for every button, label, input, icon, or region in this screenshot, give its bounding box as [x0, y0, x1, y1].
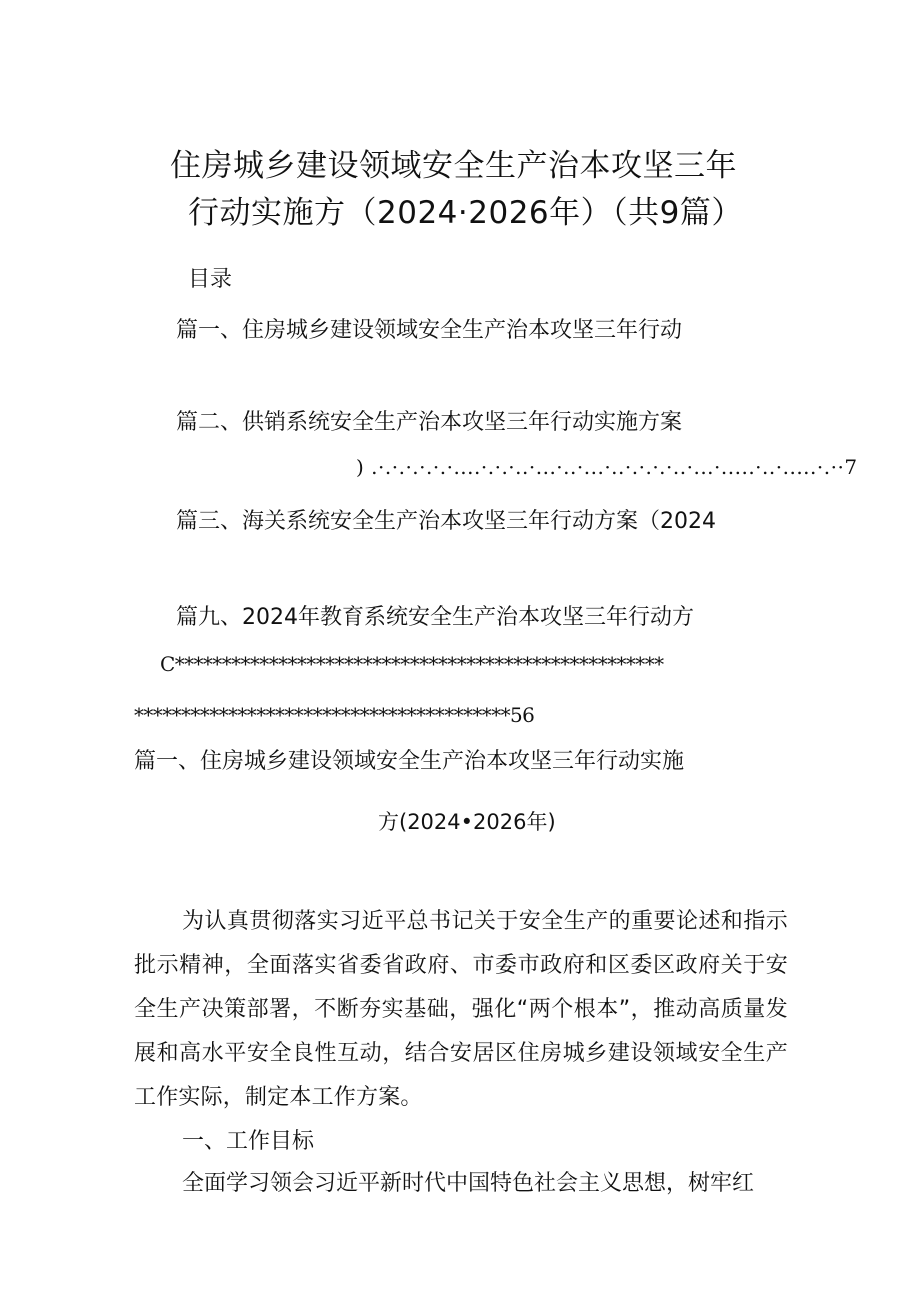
toc-item-2: 篇二、供销系统安全生产治本攻坚三年行动实施方案 [176, 410, 683, 435]
toc-item-2-leader: ) .·.·.·.·.·.·....·.·.·..·...·..·...·..·.·.·.·..·...·.....·..·.....·.··7 [356, 455, 858, 479]
document-title-line-1: 住房城乡建设领域安全生产治本攻坚三年 [170, 148, 737, 184]
toc-item-3: 篇三、海关系统安全生产治本攻坚三年行动方案（2024 [176, 509, 716, 534]
toc-item-9-leader-line-2: ****************************************56 [134, 703, 535, 727]
heading-work-goals: 一、工作目标 [182, 1129, 315, 1154]
toc-item-1: 篇一、住房城乡建设领域安全生产治本攻坚三年行动 [176, 318, 683, 343]
body-paragraph-2: 全面学习领会习近平新时代中国特色社会主义思想，树牢红 [182, 1171, 755, 1196]
document-title-line-2: 行动实施方（2024·2026年）（共9篇） [188, 195, 743, 231]
toc-item-9-leader-line-1: C**************************************************** [160, 652, 664, 676]
section-1-title: 篇一、住房城乡建设领域安全生产治本攻坚三年行动实施 [134, 749, 685, 774]
section-1-subtitle: 方(2024•2026年) [378, 810, 556, 834]
body-paragraph-1: 为认真贯彻落实习近平总书记关于安全生产的重要论述和指示批示精神，全面落实省委省政府、市委市政府和区委区政府关于安全生产决策部署，不断夯实基础，强化“两个根本”，推动高质量发展和高水平安全良性互动，结合安居区住房城乡建设领域安全生产工作实际，制定本工作方案。 [134, 909, 788, 1110]
toc-item-9: 篇九、2024年教育系统安全生产治本攻坚三年行动方 [176, 605, 694, 630]
toc-heading: 目录 [188, 267, 233, 292]
